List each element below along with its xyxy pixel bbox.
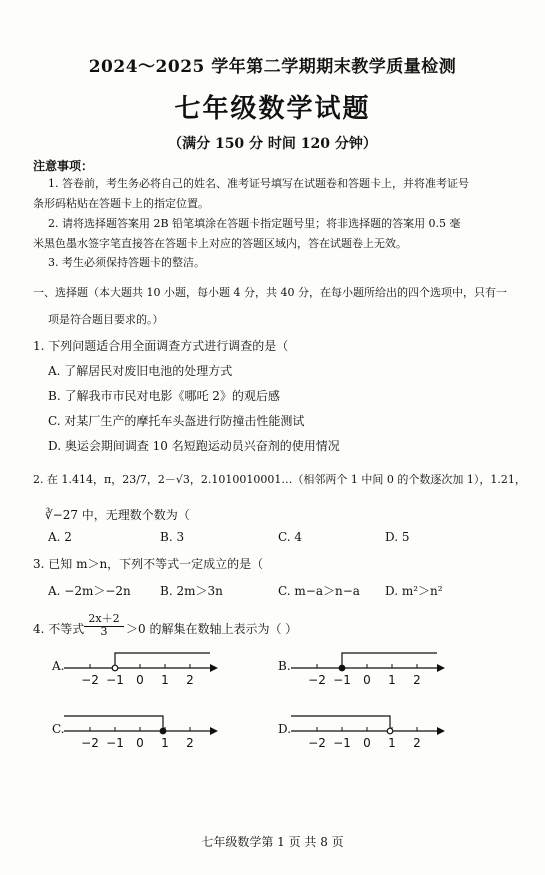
- tick-label: −1: [333, 673, 351, 687]
- q4-fraction-numerator: 2x＋2: [84, 610, 124, 627]
- tick-label: 2: [186, 736, 194, 750]
- solution-ray: [64, 716, 163, 731]
- q4-numberline-b: [287, 640, 447, 690]
- q4-numberline-a: [60, 640, 220, 690]
- tick-label: 2: [186, 673, 194, 687]
- tick-label: 1: [161, 673, 169, 687]
- note-2b: 米黑色墨水签字笔直接答在答题卡上对应的答题区域内，答在试题卷上无效。: [33, 237, 407, 250]
- page-footer: 七年级数学第 1 页 共 8 页: [201, 835, 344, 849]
- q2-option-c: C. 4: [278, 530, 303, 544]
- tick-label: −1: [106, 736, 124, 750]
- q4-option-d-label: D.: [278, 722, 292, 736]
- q2-option-a: A. 2: [48, 530, 72, 544]
- exam-header: 2024～2025 学年第二学期期末教学质量检测: [88, 57, 457, 77]
- q3-option-c: C. m−a＞n−a: [278, 584, 360, 598]
- q4-option-c-label: C.: [52, 722, 65, 736]
- exam-title: 七年级数学试题: [174, 94, 371, 124]
- q4-numberline-d: [287, 703, 447, 753]
- q4-numberline-c: [60, 703, 220, 753]
- note-3: 3. 考生必须保持答题卡的整洁。: [48, 256, 205, 269]
- tick-label: 0: [136, 736, 144, 750]
- tick-label: −1: [333, 736, 351, 750]
- solution-ray: [342, 653, 437, 668]
- q4-option-b-label: B.: [278, 659, 291, 673]
- q4-fraction-denominator: 3: [100, 625, 108, 638]
- q1-option-b: B. 了解我市市民对电影《哪吒 2》的观后感: [48, 389, 280, 403]
- closed-circle-icon: [160, 728, 166, 734]
- exam-subtitle: （满分 150 分 时间 120 分钟）: [168, 136, 377, 152]
- tick-label: 0: [136, 673, 144, 687]
- section1-line-a: 一、选择题（本大题共 10 小题，每小题 4 分，共 40 分，在每小题所给出的四个选项中，只有一: [33, 286, 507, 299]
- q2-option-b: B. 3: [160, 530, 185, 544]
- open-circle-icon: [387, 728, 393, 734]
- arrow-icon: [210, 727, 218, 735]
- q1-option-d: D. 奥运会期间调查 10 名短跑运动员兴奋剂的使用情况: [48, 439, 340, 453]
- tick-label: 2: [413, 736, 421, 750]
- tick-label: −2: [308, 673, 326, 687]
- q3-option-d: D. m²＞n²: [385, 584, 443, 598]
- q1-option-a: A. 了解居民对废旧电池的处理方式: [48, 364, 233, 378]
- tick-label: −2: [308, 736, 326, 750]
- q2-option-d: D. 5: [385, 530, 410, 544]
- q2-stem-b: ∛−27 中，无理数个数为（: [45, 508, 190, 522]
- q1-stem: 1. 下列问题适合用全面调查方式进行调查的是（: [33, 339, 289, 353]
- q1-option-c: C. 对某厂生产的摩托车头盔进行防撞击性能测试: [48, 414, 305, 428]
- tick-label: 2: [413, 673, 421, 687]
- q3-option-b: B. 2m＞3n: [160, 584, 223, 598]
- tick-label: 1: [161, 736, 169, 750]
- note-1a: 1. 答卷前，考生务必将自己的姓名、准考证号填写在试题卷和答题卡上，并将准考证号: [48, 177, 469, 190]
- q3-option-a: A. −2m＞−2n: [48, 584, 131, 598]
- q4-stem-suffix: ＞0 的解集在数轴上表示为（ ）: [126, 622, 298, 636]
- tick-label: −2: [81, 736, 99, 750]
- q4-option-a-label: A.: [52, 659, 65, 673]
- tick-label: 0: [363, 736, 371, 750]
- q3-stem: 3. 已知 m＞n，下列不等式一定成立的是（: [33, 557, 264, 571]
- section1-line-b: 项是符合题目要求的。）: [48, 313, 164, 326]
- q4-stem-prefix: 4. 不等式: [33, 622, 85, 636]
- arrow-icon: [437, 727, 445, 735]
- q2-stem-a: 2. 在 1.414，π，23/7，2－√3，2.1010010001…（相邻两个 1 中间 0 的个数逐次加 1），1.21，: [33, 473, 526, 486]
- arrow-icon: [210, 664, 218, 672]
- solution-ray: [291, 716, 390, 731]
- tick-label: 1: [388, 673, 396, 687]
- tick-label: −1: [106, 673, 124, 687]
- solution-ray: [115, 653, 210, 668]
- tick-label: 0: [363, 673, 371, 687]
- note-1b: 条形码粘贴在答题卡上的指定位置。: [33, 197, 209, 210]
- open-circle-icon: [112, 665, 118, 671]
- notes-heading: 注意事项：: [33, 159, 94, 173]
- tick-label: −2: [81, 673, 99, 687]
- note-2a: 2. 请将选择题答案用 2B 铅笔填涂在答题卡指定题号里；将非选择题的答案用 0.5 毫: [48, 217, 461, 230]
- closed-circle-icon: [339, 665, 345, 671]
- arrow-icon: [437, 664, 445, 672]
- tick-label: 1: [388, 736, 396, 750]
